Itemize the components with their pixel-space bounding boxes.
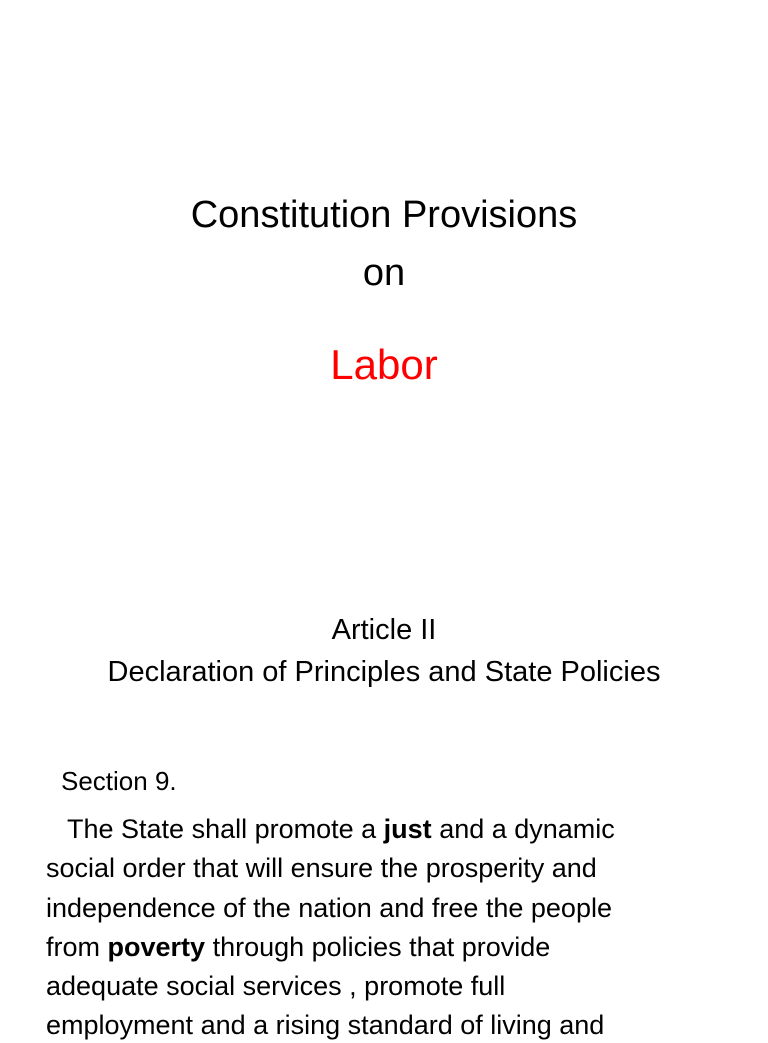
text-run: through policies that provide — [205, 932, 551, 962]
title-topic: Labor — [330, 341, 438, 388]
title-line-2: on — [362, 252, 406, 294]
text-run: from — [46, 932, 108, 962]
emphasis-just: just — [383, 814, 432, 844]
section-text-line-5: adequate social services , promote full — [46, 971, 506, 1001]
section-text-line-1 — [67, 811, 615, 847]
article-number: Article II — [331, 614, 437, 646]
section-label: Section 9. — [61, 766, 177, 796]
text-run: and a dynamic — [431, 814, 615, 844]
emphasis-poverty: poverty — [107, 932, 206, 962]
section-text-line-4 — [46, 929, 550, 965]
article-heading: Declaration of Principles and State Policies — [107, 656, 661, 688]
section-text-line-3: independence of the nation and free the people — [46, 893, 612, 923]
section-text-line-2: social order that will ensure the prosperity and — [46, 853, 597, 883]
text-run: The State shall promote a — [67, 814, 384, 844]
title-line-1: Constitution Provisions — [190, 194, 578, 236]
article-slide — [0, 540, 768, 1040]
section-text-line-6: employment and a rising standard of living and — [46, 1010, 605, 1040]
